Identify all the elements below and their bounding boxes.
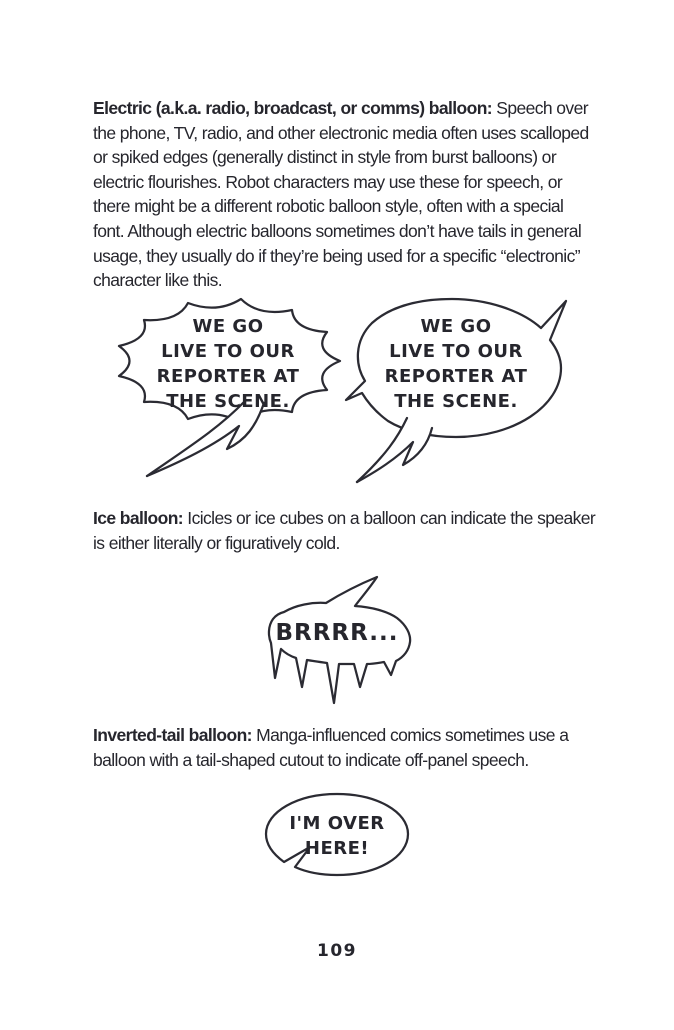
ice-balloon-text: BRRRR... [275, 620, 399, 646]
ice-balloon-icon [269, 577, 410, 703]
electric-paragraph-lead: Electric (a.k.a. radio, broadcast, or comms) balloon: [93, 98, 493, 118]
ice-paragraph-lead: Ice balloon: [93, 508, 184, 528]
inverted-paragraph-body: Manga-influenced comics sometimes use a balloon with a tail-shaped cutout to indicate off-panel speech. [93, 725, 569, 770]
inverted-tail-balloon-icon [266, 794, 408, 875]
oval-electric-balloon-icon [346, 299, 566, 482]
inverted-tail-balloon-text: I'M OVER HERE! [289, 813, 385, 859]
page-number: 109 [317, 941, 357, 961]
inverted-paragraph-lead: Inverted-tail balloon: [93, 725, 252, 745]
electric-paragraph-body: Speech over the phone, TV, radio, and other electronic media often uses scalloped or spiked edges (generally distinct in style from burst balloons) or electric flourishes. Robot characters may use these for speech, or there might be a different robotic balloon style, often with a special font. Although electric balloons sometimes don’t have tails in general usage, they usually do if they’re being used for a specific “electronic” character like this. [93, 98, 589, 291]
spiky-balloon-text: WE GO LIVE TO OUR REPORTER AT THE SCENE. [156, 316, 300, 412]
ice-paragraph-body: Icicles or ice cubes on a balloon can indicate the speaker is either literally or figuratively cold. [93, 508, 596, 553]
spiky-electric-balloon-icon [119, 299, 340, 476]
oval-balloon-text: WE GO LIVE TO OUR REPORTER AT THE SCENE. [384, 316, 528, 412]
